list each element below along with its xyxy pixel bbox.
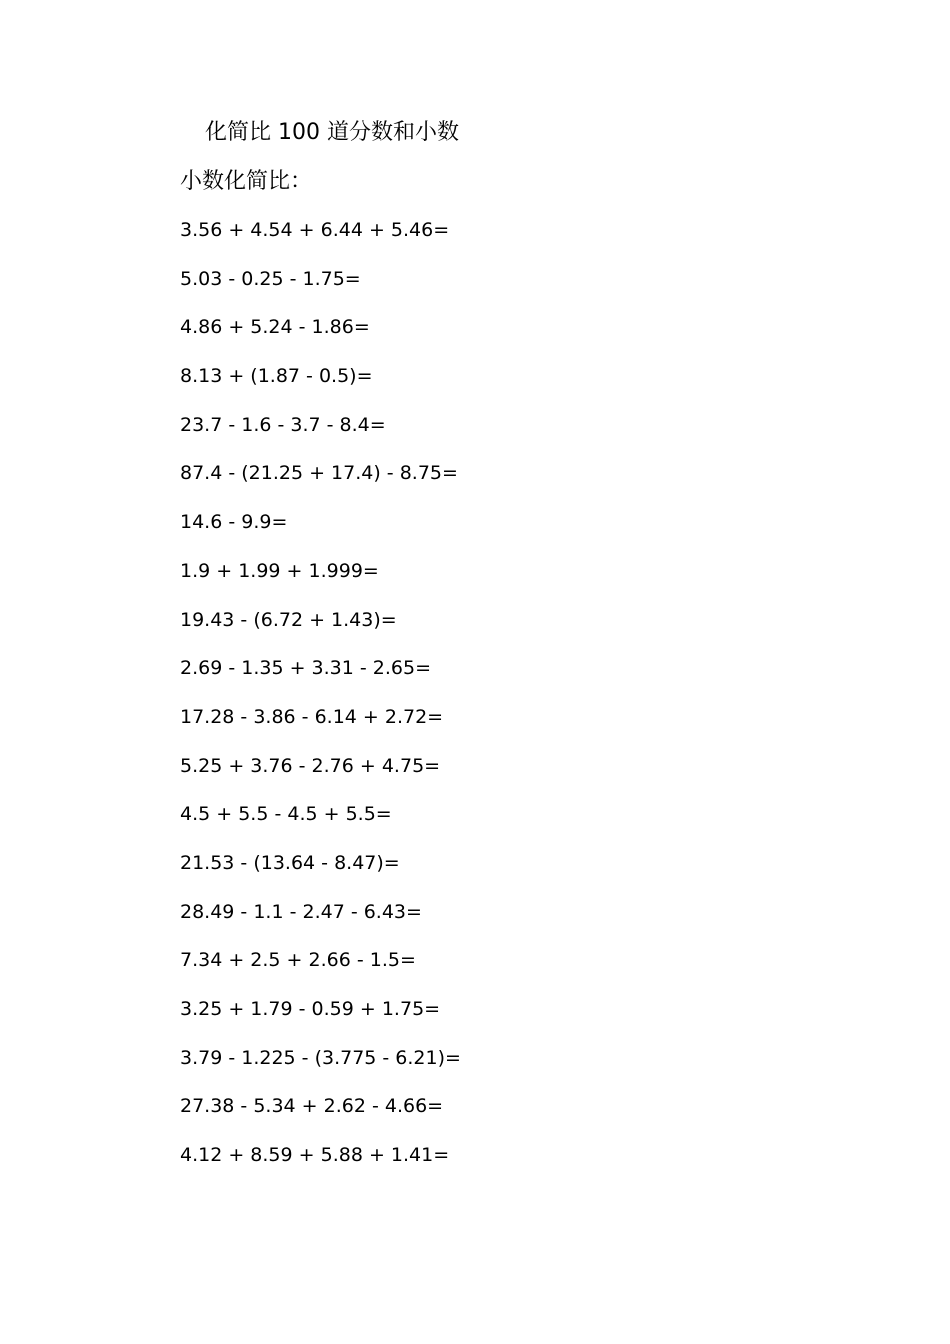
problem-item: 1.9 + 1.99 + 1.999= <box>180 559 379 582</box>
problem-item: 3.56 + 4.54 + 6.44 + 5.46= <box>180 219 450 241</box>
problem-item: 5.25 + 3.76 - 2.76 + 4.75= <box>180 754 441 777</box>
problem-item: 23.7 - 1.6 - 3.7 - 8.4= <box>180 413 386 436</box>
problem-item: 3.79 - 1.225 - (3.775 - 6.21)= <box>180 1046 461 1069</box>
problem-item: 87.4 - (21.25 + 17.4) - 8.75= <box>180 462 458 485</box>
problem-item: 3.25 + 1.79 - 0.59 + 1.75= <box>180 998 441 1020</box>
problem-item: 21.53 - (13.64 - 8.47)= <box>180 851 400 874</box>
problem-item: 14.6 - 9.9= <box>180 511 288 534</box>
problem-item: 5.03 - 0.25 - 1.75= <box>180 267 361 290</box>
problem-list <box>180 216 461 1190</box>
problem-item: 7.34 + 2.5 + 2.66 - 1.5= <box>180 949 416 972</box>
problem-item: 17.28 - 3.86 - 6.14 + 2.72= <box>180 705 444 728</box>
section-heading: 小数化简比： <box>180 169 313 194</box>
problem-item: 4.86 + 5.24 - 1.86= <box>180 316 370 339</box>
problem-item: 2.69 - 1.35 + 3.31 - 2.65= <box>180 657 432 680</box>
problem-item: 27.38 - 5.34 + 2.62 - 4.66= <box>180 1095 444 1118</box>
problem-item: 8.13 + (1.87 - 0.5)= <box>180 365 373 388</box>
problem-item: 19.43 - (6.72 + 1.43)= <box>180 608 397 631</box>
problem-item: 4.12 + 8.59 + 5.88 + 1.41= <box>180 1144 450 1167</box>
problem-item: 28.49 - 1.1 - 2.47 - 6.43= <box>180 900 422 923</box>
document-title: 化简比 100 道分数和小数 <box>205 120 459 145</box>
problem-item: 4.5 + 5.5 - 4.5 + 5.5= <box>180 803 392 826</box>
